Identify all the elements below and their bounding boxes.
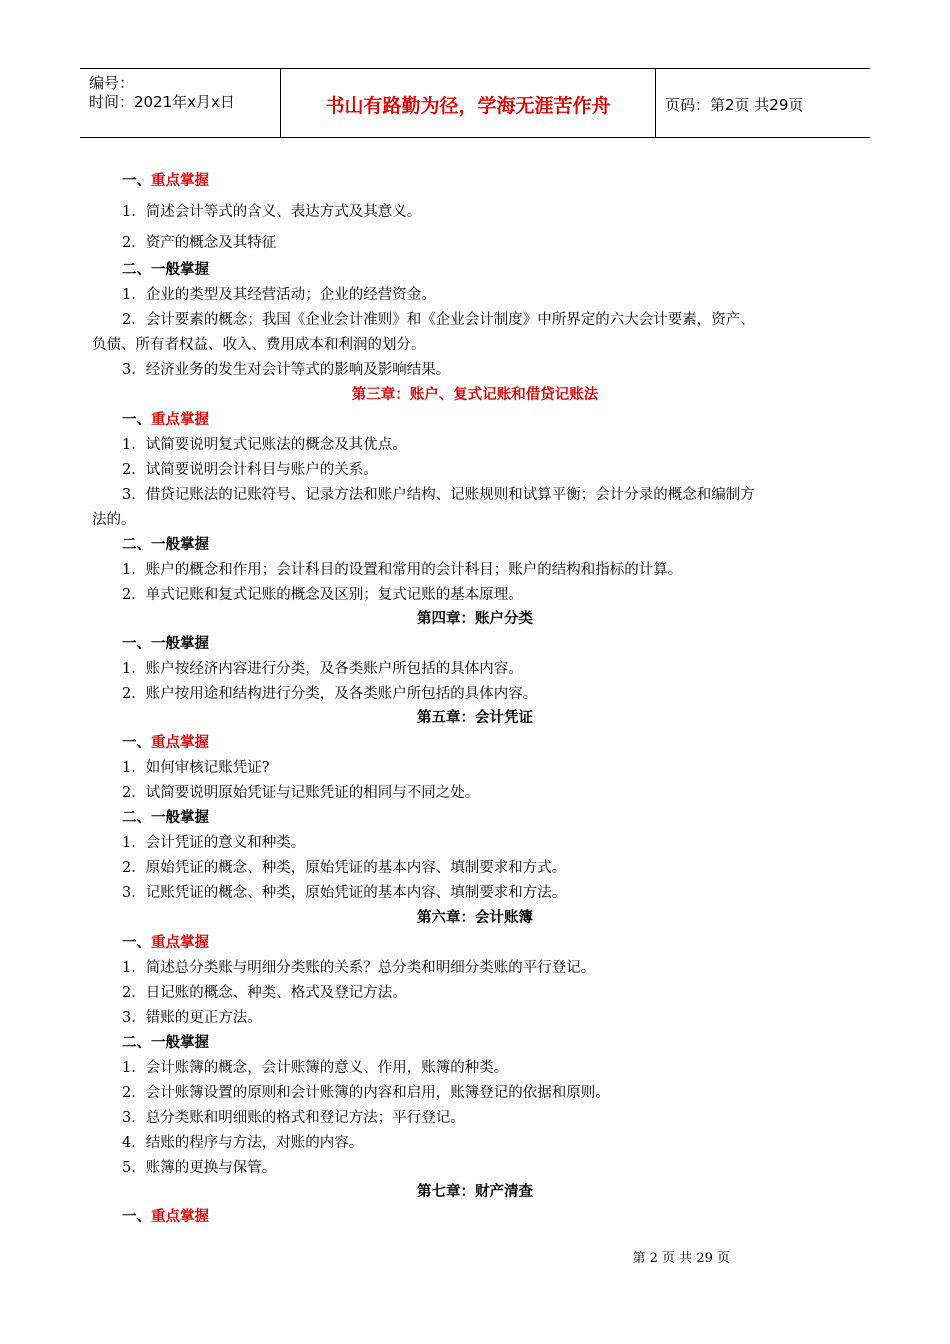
section-heading	[122, 933, 209, 953]
list-item: 2．资产的概念及其特征	[122, 235, 277, 251]
section-number: 二、一般掌握	[122, 810, 209, 826]
section-heading	[122, 634, 209, 654]
list-item: 2．会计账簿设置的原则和会计账簿的内容和启用，账簿登记的依据和原则。	[122, 1085, 610, 1101]
list-item: 2．原始凭证的概念、种类，原始凭证的基本内容、填制要求和方式。	[122, 860, 567, 876]
chapter-heading: 第六章：会计账簿	[417, 910, 533, 926]
header-right-cell	[655, 69, 870, 137]
list-item: 1．企业的类型及其经营活动；企业的经营资金。	[122, 287, 436, 303]
header-middle-cell	[280, 69, 656, 137]
list-item: 2．会计要素的概念；我国《企业会计准则》和《企业会计制度》中所界定的六大会计要素，资产、	[122, 312, 755, 328]
number-label: 编号：	[89, 74, 135, 92]
list-item: 1．试简要说明复式记账法的概念及其优点。	[122, 437, 407, 453]
list-item: 2．账户按用途和结构进行分类，及各类账户所包括的具体内容。	[122, 686, 538, 702]
section-number: 二、一般掌握	[122, 537, 209, 553]
list-item: 3．记账凭证的概念、种类，原始凭证的基本内容、填制要求和方法。	[122, 885, 567, 901]
list-item: 3．总分类账和明细账的格式和登记方法；平行登记。	[122, 1110, 465, 1126]
section-heading	[122, 260, 209, 280]
list-item: 1．账户按经济内容进行分类，及各类账户所包括的具体内容。	[122, 661, 523, 677]
list-item: 1．简述会计等式的含义、表达方式及其意义。	[122, 204, 422, 220]
text-line-continuation: 负债、所有者权益、收入、费用成本和利润的划分。	[92, 337, 426, 353]
section-number: 一、	[122, 1209, 151, 1225]
text-line-continuation: 法的。	[92, 512, 136, 528]
list-item: 2．试简要说明原始凭证与记账凭证的相同与不同之处。	[122, 785, 480, 801]
chapter-heading: 第五章：会计凭证	[417, 710, 533, 726]
section-number: 一、	[122, 412, 151, 428]
header-table	[80, 68, 870, 138]
section-number: 二、一般掌握	[122, 1035, 209, 1051]
chapter-heading: 第七章：财产清查	[417, 1184, 533, 1200]
section-title: 重点掌握	[151, 1209, 209, 1225]
list-item: 3．借贷记账法的记账符号、记录方法和账户结构、记账规则和试算平衡；会计分录的概念和编制方	[122, 487, 755, 503]
list-item: 2．试简要说明会计科目与账户的关系。	[122, 462, 378, 478]
section-title: 重点掌握	[151, 173, 209, 189]
list-item: 3．错账的更正方法。	[122, 1010, 262, 1026]
list-item: 1．账户的概念和作用；会计科目的设置和常用的会计科目；账户的结构和指标的计算。	[122, 562, 683, 578]
section-number: 一、	[122, 173, 151, 189]
section-heading	[122, 808, 209, 828]
list-item: 1．简述总分类账与明细分类账的关系？总分类和明细分类账的平行登记。	[122, 960, 596, 976]
page-footer	[0, 1247, 950, 1266]
chapter-heading: 第三章：账户、复式记账和借贷记账法	[351, 387, 599, 403]
section-title: 重点掌握	[151, 735, 209, 751]
section-heading	[122, 171, 209, 191]
list-item: 4．结账的程序与方法，对账的内容。	[122, 1135, 364, 1151]
section-title: 重点掌握	[151, 412, 209, 428]
motto: 书山有路勤为径，学海无涯苦作舟	[325, 95, 611, 117]
page-label: 页码：第2页 共29页	[665, 96, 804, 114]
section-title: 重点掌握	[151, 935, 209, 951]
header-left-cell	[80, 69, 280, 137]
list-item: 3．经济业务的发生对会计等式的影响及影响结果。	[122, 362, 451, 378]
chapter-heading: 第四章：账户分类	[417, 611, 533, 627]
section-number: 一、	[122, 935, 151, 951]
list-item: 5．账簿的更换与保管。	[122, 1160, 277, 1176]
section-number: 一、一般掌握	[122, 636, 209, 652]
section-heading	[122, 1207, 209, 1227]
time-label: 时间：2021年x月x日	[89, 93, 235, 111]
section-heading	[122, 733, 209, 753]
list-item: 2．单式记账和复式记账的概念及区别；复式记账的基本原理。	[122, 587, 523, 603]
section-number: 二、一般掌握	[122, 262, 209, 278]
section-heading	[122, 535, 209, 555]
list-item: 2．日记账的概念、种类、格式及登记方法。	[122, 985, 407, 1001]
section-number: 一、	[122, 735, 151, 751]
footer-text: 第 2 页 共 29 页	[632, 1251, 730, 1266]
section-heading	[122, 1033, 209, 1053]
list-item: 1．如何审核记账凭证?	[122, 760, 270, 776]
list-item: 1．会计账簿的概念，会计账簿的意义、作用，账簿的种类。	[122, 1060, 509, 1076]
section-heading	[122, 410, 209, 430]
list-item: 1．会计凭证的意义和种类。	[122, 835, 306, 851]
